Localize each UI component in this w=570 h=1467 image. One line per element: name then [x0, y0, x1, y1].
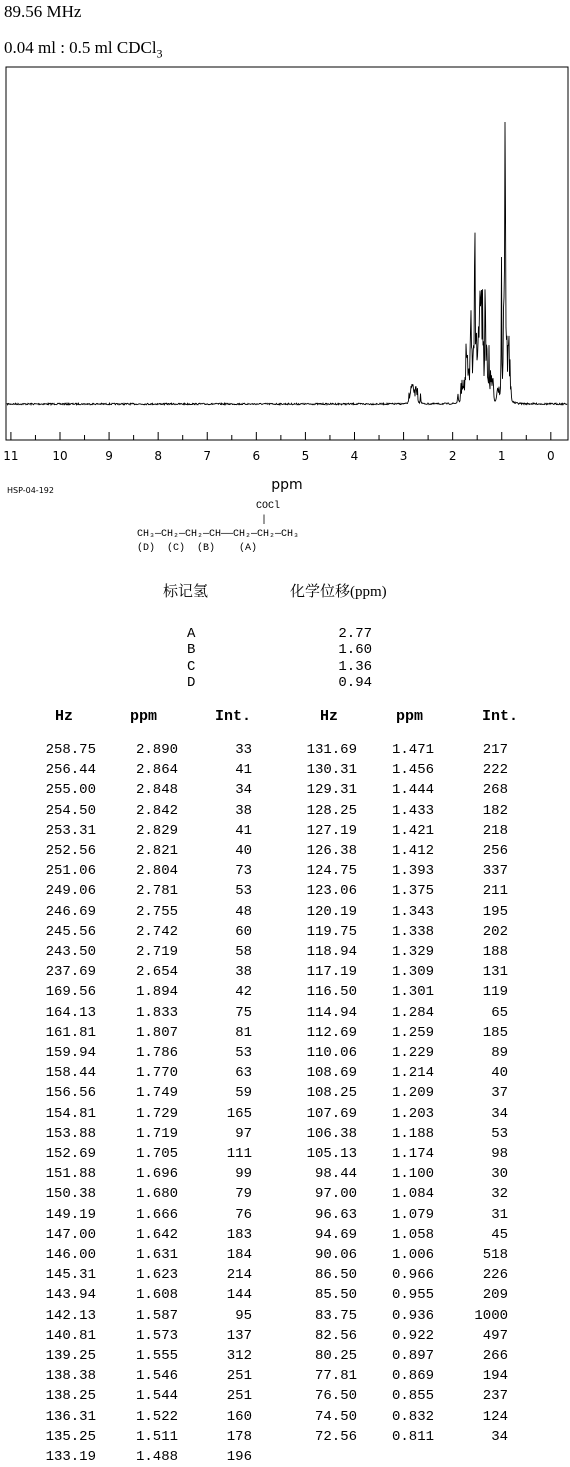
peak-intensity: 144: [226, 1287, 252, 1304]
assignment-label: B: [187, 642, 196, 659]
peak-ppm: 0.955: [391, 1287, 434, 1304]
peak-hz: 98.44: [314, 1166, 357, 1183]
peak-ppm: 1.229: [391, 1045, 434, 1061]
peak-ppm: 1.084: [391, 1186, 434, 1203]
header-ppm-left: ppm: [130, 708, 158, 725]
peak-intensity: 237: [482, 1388, 508, 1405]
peak-intensity: 195: [482, 903, 508, 920]
peak-ppm: 1.188: [391, 1125, 434, 1142]
chain-labels-row: [137, 542, 299, 556]
peak-intensity: 185: [482, 1024, 508, 1041]
x-tick-label: 9: [105, 449, 113, 463]
peak-hz: 114.94: [306, 1004, 357, 1021]
peak-intensity: 518: [482, 1247, 508, 1263]
peak-intensity: 58: [235, 944, 252, 960]
peak-intensity: 34: [235, 782, 252, 799]
peak-ppm: 1.770: [135, 1065, 178, 1082]
peak-hz: 255.00: [45, 782, 96, 799]
peak-ppm: 1.006: [391, 1247, 434, 1263]
peak-hz: 150.38: [45, 1186, 96, 1203]
peak-intensity: 53: [235, 883, 252, 900]
plot-frame: [6, 67, 568, 440]
peak-ppm: 0.832: [391, 1408, 434, 1425]
peak-intensity: 79: [235, 1186, 252, 1203]
peak-ppm: 0.922: [391, 1327, 434, 1344]
peak-ppm: 2.848: [135, 782, 178, 799]
peak-intensity: 209: [482, 1287, 508, 1304]
peak-hz: 116.50: [306, 984, 357, 1001]
peak-hz: 145.31: [45, 1267, 96, 1284]
peak-ppm: 1.894: [135, 984, 178, 1001]
peak-intensity: 45: [491, 1226, 508, 1243]
header-int-right: Int.: [482, 708, 519, 725]
peak-hz: 77.81: [314, 1368, 357, 1385]
peak-ppm: 1.471: [391, 742, 434, 758]
peak-intensity: 53: [491, 1125, 508, 1142]
peak-intensity: 251: [226, 1368, 252, 1385]
peak-ppm: 1.259: [391, 1024, 434, 1041]
peak-hz: 158.44: [45, 1065, 96, 1082]
peak-ppm: 1.749: [135, 1085, 178, 1102]
peak-intensity: 98: [491, 1146, 508, 1162]
peak-ppm: 2.890: [135, 742, 178, 758]
x-tick-label: 10: [52, 449, 68, 463]
peak-ppm: 2.842: [135, 802, 178, 819]
peak-ppm: 1.666: [135, 1206, 178, 1223]
peak-intensity: 38: [235, 802, 252, 819]
x-tick-label: 3: [399, 449, 408, 463]
peak-ppm: 0.936: [391, 1307, 434, 1324]
peak-intensity: 131: [482, 964, 508, 981]
peak-intensity: 34: [491, 1105, 508, 1122]
peak-intensity: 160: [226, 1408, 252, 1425]
peak-hz: 164.13: [45, 1004, 96, 1021]
peak-hz: 249.06: [45, 883, 96, 900]
substituent-row: [137, 500, 299, 514]
peak-hz: 105.13: [306, 1146, 357, 1162]
x-axis-label: ppm: [271, 477, 303, 493]
peak-intensity: 184: [226, 1247, 252, 1263]
peak-intensity: 60: [235, 923, 252, 940]
peak-hz: 108.69: [306, 1065, 357, 1082]
peak-hz: 124.75: [306, 863, 357, 880]
peak-hz: 159.94: [45, 1045, 96, 1061]
peak-intensity: 214: [226, 1267, 252, 1284]
peak-intensity: 37: [491, 1085, 508, 1102]
assignment-shift: 2.77: [338, 626, 372, 642]
peak-ppm: 2.804: [135, 863, 178, 880]
peak-intensity: 188: [482, 944, 508, 960]
peak-intensity: 266: [482, 1348, 508, 1364]
header-ppm-right: ppm: [396, 708, 424, 725]
peak-ppm: 1.729: [135, 1105, 178, 1122]
peak-ppm: 2.654: [135, 964, 178, 981]
peak-intensity: 312: [226, 1348, 252, 1364]
peak-intensity: 32: [491, 1186, 508, 1203]
peak-ppm: 2.781: [135, 883, 178, 900]
peak-ppm: 1.807: [135, 1024, 178, 1041]
peak-ppm: 1.284: [391, 1004, 434, 1021]
peak-intensity: 165: [226, 1105, 252, 1122]
assignment-row: [0, 659, 570, 675]
peak-ppm: 1.301: [391, 984, 434, 1001]
peak-ppm: 1.100: [391, 1166, 434, 1183]
peak-hz: 253.31: [45, 822, 96, 839]
peak-hz: 131.69: [306, 742, 357, 758]
peak-ppm: 1.705: [135, 1146, 178, 1162]
x-tick-label: 2: [448, 449, 457, 463]
peak-hz: 83.75: [314, 1307, 357, 1324]
x-tick-label: 7: [203, 449, 212, 463]
peak-ppm: 2.742: [135, 923, 178, 940]
peak-hz: 252.56: [45, 843, 96, 859]
peak-ppm: 1.421: [391, 822, 434, 839]
peak-ppm: 2.829: [135, 822, 178, 839]
peak-hz: 169.56: [45, 984, 96, 1001]
header-int-left: Int.: [215, 708, 252, 725]
peak-ppm: 1.573: [135, 1327, 178, 1344]
x-tick-label: 5: [301, 449, 310, 463]
peak-intensity: 196: [226, 1449, 252, 1465]
nmr-spectrum-chart: [0, 62, 570, 498]
peak-intensity: 63: [235, 1065, 252, 1082]
peak-hz: 128.25: [306, 802, 357, 819]
peak-intensity: 124: [482, 1408, 508, 1425]
peak-ppm: 1.608: [135, 1287, 178, 1304]
assignment-shift: 0.94: [338, 674, 372, 691]
peak-hz: 107.69: [306, 1105, 357, 1122]
peak-ppm: 1.209: [391, 1085, 434, 1102]
peak-intensity: 34: [491, 1428, 508, 1445]
peak-hz: 237.69: [45, 964, 96, 981]
peak-ppm: 1.456: [391, 762, 434, 779]
peak-ppm: 1.522: [135, 1408, 178, 1425]
peak-intensity: 33: [235, 742, 252, 758]
chain-formula: CH₃—CH₂—CH₂—CH——CH₂—CH₂—CH₃: [137, 529, 300, 540]
peak-hz: 72.56: [314, 1428, 357, 1445]
peak-ppm: 1.488: [135, 1449, 178, 1465]
peak-intensity: 111: [226, 1146, 252, 1162]
peak-intensity: 95: [235, 1307, 252, 1324]
header-hz-left: Hz: [55, 708, 74, 725]
peak-intensity: 40: [491, 1065, 508, 1082]
peak-intensity: 202: [482, 923, 508, 940]
peak-intensity: 73: [235, 863, 252, 880]
spectrum-trace: [7, 122, 567, 405]
substituent-label: COCl: [256, 501, 281, 512]
peak-intensity: 40: [235, 843, 252, 859]
peak-intensity: 59: [235, 1085, 252, 1102]
peak-ppm: 1.174: [391, 1146, 434, 1162]
peak-intensity: 65: [491, 1004, 508, 1021]
peak-intensity: 194: [482, 1368, 508, 1385]
peak-ppm: 1.079: [391, 1206, 434, 1223]
peak-hz: 138.25: [45, 1388, 96, 1405]
peak-intensity: 99: [235, 1166, 252, 1183]
peak-hz: 245.56: [45, 923, 96, 940]
peak-hz: 94.69: [314, 1226, 357, 1243]
peak-ppm: 1.329: [391, 944, 434, 960]
peak-ppm: 1.786: [135, 1045, 178, 1061]
peak-ppm: 1.214: [391, 1065, 434, 1082]
peak-intensity: 42: [235, 984, 252, 1001]
peak-hz: 153.88: [45, 1125, 96, 1142]
peak-hz: 80.25: [314, 1348, 357, 1364]
peak-intensity: 222: [482, 762, 508, 779]
assignment-shift: 1.36: [338, 658, 372, 675]
peak-ppm: 1.587: [135, 1307, 178, 1324]
peak-intensity: 31: [491, 1206, 508, 1223]
peak-ppm: 1.680: [135, 1186, 178, 1203]
x-tick-label: 6: [252, 449, 261, 463]
spectrometer-frequency: 89.56 MHz: [4, 2, 82, 21]
peak-hz: 161.81: [45, 1024, 96, 1041]
peak-hz: 85.50: [314, 1287, 357, 1304]
peak-ppm: 2.719: [135, 944, 178, 960]
peak-intensity: 38: [235, 964, 252, 981]
peak-hz: 254.50: [45, 802, 96, 819]
peak-hz: 251.06: [45, 863, 96, 880]
peak-ppm: 1.412: [391, 843, 434, 859]
peak-hz: 74.50: [314, 1408, 357, 1425]
assignment-label: D: [187, 674, 196, 691]
peak-ppm: 1.511: [135, 1428, 178, 1445]
peak-hz: 117.19: [306, 964, 357, 981]
peak-hz: 243.50: [45, 944, 96, 960]
assignment-shift: 1.60: [338, 642, 372, 659]
peak-ppm: 1.058: [391, 1226, 434, 1243]
peak-hz: 140.81: [45, 1327, 96, 1344]
peak-intensity: 75: [235, 1004, 252, 1021]
bond-row: |: [261, 515, 268, 526]
peak-hz: 97.00: [314, 1186, 357, 1203]
peak-hz: 151.88: [45, 1166, 96, 1183]
x-tick-label: 1: [497, 449, 506, 463]
peak-hz: 147.00: [45, 1226, 96, 1243]
x-tick-label: 0: [547, 449, 555, 463]
peak-hz: 149.19: [45, 1206, 96, 1223]
peak-intensity: 41: [235, 822, 252, 839]
x-tick-label: 4: [350, 449, 359, 463]
peak-hz: 142.13: [45, 1307, 96, 1324]
x-tick-label: 11: [3, 449, 19, 463]
peak-hz: 146.00: [45, 1247, 96, 1263]
peak-ppm: 0.811: [391, 1428, 434, 1445]
peak-ppm: 1.444: [391, 782, 434, 799]
peak-hz: 136.31: [45, 1408, 96, 1425]
peak-ppm: 1.338: [391, 923, 434, 940]
peak-ppm: 2.864: [135, 762, 178, 779]
peak-ppm: 0.966: [391, 1267, 434, 1284]
peak-ppm: 1.343: [391, 903, 434, 920]
assignment-label: A: [187, 626, 196, 642]
peak-hz: 129.31: [306, 782, 357, 799]
peak-ppm: 1.309: [391, 964, 434, 981]
peak-ppm: 1.833: [135, 1004, 178, 1021]
peak-hz: 138.38: [45, 1368, 96, 1385]
peak-ppm: 1.642: [135, 1226, 178, 1243]
peak-ppm: 0.869: [391, 1368, 434, 1385]
assignment-row: [0, 626, 570, 642]
peak-intensity: 217: [482, 742, 508, 758]
peak-hz: 123.06: [306, 883, 357, 900]
chain-labels: (D) (C) (B) (A): [137, 543, 258, 554]
peak-intensity: 211: [482, 883, 508, 900]
x-axis-ticks: [3, 432, 554, 463]
peak-hz: 119.75: [306, 923, 357, 940]
peak-hz: 108.25: [306, 1085, 357, 1102]
assignment-row: [0, 675, 570, 691]
peak-hz: 126.38: [306, 843, 357, 859]
peak-hz: 118.94: [306, 944, 357, 960]
peak-ppm: 2.755: [135, 903, 178, 920]
peak-intensity: 81: [235, 1024, 252, 1041]
peak-intensity: 137: [226, 1327, 252, 1344]
peak-hz: 143.94: [45, 1287, 96, 1304]
peak-hz: 256.44: [45, 762, 96, 779]
peak-intensity: 41: [235, 762, 252, 779]
peak-hz: 110.06: [306, 1045, 357, 1061]
header-hz-right: Hz: [320, 708, 339, 725]
peak-hz: 90.06: [314, 1247, 357, 1263]
peak-hz: 120.19: [306, 903, 357, 920]
peak-intensity: 251: [226, 1388, 252, 1405]
peak-intensity: 178: [226, 1428, 252, 1445]
assignment-row: [0, 642, 570, 658]
peak-intensity: 183: [226, 1226, 252, 1243]
peak-intensity: 337: [482, 863, 508, 880]
peak-ppm: 1.544: [135, 1388, 178, 1405]
molecule-structure: [137, 500, 299, 556]
peak-ppm: 0.855: [391, 1388, 434, 1405]
peak-ppm: 1.555: [135, 1348, 178, 1364]
assignment-table: [0, 626, 570, 691]
peak-hz: 156.56: [45, 1085, 96, 1102]
peak-ppm: 0.897: [391, 1348, 434, 1364]
peak-intensity: 182: [482, 802, 508, 819]
peak-hz: 112.69: [306, 1024, 357, 1041]
peak-intensity: 89: [491, 1045, 508, 1061]
peak-intensity: 30: [491, 1166, 508, 1183]
sample-concentration: [4, 38, 163, 61]
chemical-shift-heading: 化学位移(ppm): [290, 584, 387, 600]
peak-hz: 76.50: [314, 1388, 357, 1405]
peak-ppm: 1.375: [391, 883, 434, 900]
assignment-label: C: [187, 658, 196, 675]
peak-intensity: 76: [235, 1206, 252, 1223]
peak-intensity: 218: [482, 822, 508, 839]
peak-hz: 152.69: [45, 1146, 96, 1162]
peak-hz: 86.50: [314, 1267, 357, 1284]
peak-intensity: 256: [482, 843, 508, 859]
peak-ppm: 1.546: [135, 1368, 178, 1385]
chain-row: [137, 528, 299, 542]
peak-hz: 106.38: [306, 1125, 357, 1142]
peak-hz: 127.19: [306, 822, 357, 839]
peak-intensity: 119: [482, 984, 508, 1001]
peak-intensity: 97: [235, 1125, 252, 1142]
peak-intensity: 497: [482, 1327, 508, 1344]
assigned-h-heading: 标记氢: [163, 584, 209, 600]
sample-text: 0.04 ml : 0.5 ml CDCl: [4, 38, 157, 57]
sample-subscript: 3: [156, 46, 163, 61]
peak-intensity: 1000: [474, 1307, 508, 1324]
spectrum-code: HSP-04-192: [7, 486, 54, 495]
peak-hz: 139.25: [45, 1348, 96, 1364]
peak-ppm: 2.821: [135, 843, 178, 859]
peak-intensity: 48: [235, 903, 252, 920]
peak-intensity: 268: [482, 782, 508, 799]
peak-hz: 135.25: [45, 1428, 96, 1445]
peak-ppm: 1.433: [391, 802, 434, 819]
peak-ppm: 1.696: [135, 1166, 178, 1183]
peak-hz: 133.19: [45, 1449, 96, 1465]
x-tick-label: 8: [154, 449, 162, 463]
peak-hz: 154.81: [45, 1105, 96, 1122]
peak-ppm: 1.719: [135, 1125, 178, 1142]
peak-ppm: 1.631: [135, 1247, 178, 1263]
peak-hz: 246.69: [45, 903, 96, 920]
peak-hz: 130.31: [306, 762, 357, 779]
peak-ppm: 1.203: [391, 1105, 434, 1122]
peak-intensity: 226: [482, 1267, 508, 1284]
peak-ppm: 1.623: [135, 1267, 178, 1284]
peak-hz: 96.63: [314, 1206, 357, 1223]
peak-hz: 258.75: [45, 742, 96, 758]
peak-hz: 82.56: [314, 1327, 357, 1344]
peak-ppm: 1.393: [391, 863, 434, 880]
peak-intensity: 53: [235, 1045, 252, 1061]
